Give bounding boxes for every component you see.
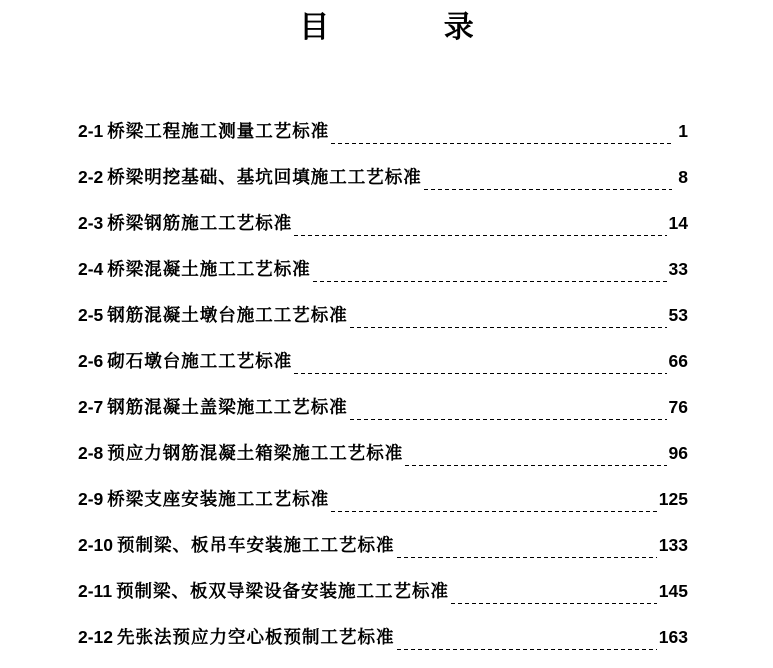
toc-entry-title: 砌石墩台施工工艺标准 <box>107 352 293 372</box>
toc-entry-page: 1 <box>678 121 688 141</box>
toc-entry-number: 2-5 <box>78 305 104 325</box>
toc-entry-2-3[interactable] <box>78 208 688 254</box>
toc-entry-page: 96 <box>668 443 688 463</box>
toc-entry-2-2[interactable] <box>78 162 688 208</box>
toc-entry-number: 2-6 <box>78 351 104 371</box>
toc-entry-number: 2-7 <box>78 397 104 417</box>
toc-dot-leader <box>350 327 667 328</box>
toc-entry-page: 145 <box>658 581 688 601</box>
toc-entry-title: 桥梁明挖基础、基坑回填施工工艺标准 <box>107 168 422 188</box>
toc-entry-page: 133 <box>658 535 688 555</box>
toc-dot-leader <box>397 557 657 558</box>
toc-entry-number: 2-12 <box>78 627 114 647</box>
toc-entry-2-6[interactable] <box>78 346 688 392</box>
toc-entry-number: 2-11 <box>78 581 113 601</box>
toc-entry-title: 预制梁、板吊车安装施工工艺标准 <box>117 536 395 556</box>
toc-entry-page: 8 <box>678 167 688 187</box>
toc-dot-leader <box>424 189 672 190</box>
toc-dot-leader <box>294 373 666 374</box>
toc-entry-title: 预制梁、板双导梁设备安装施工工艺标准 <box>116 582 450 602</box>
toc-dot-leader <box>331 143 672 144</box>
toc-entry-page: 33 <box>668 259 688 279</box>
toc-entry-2-8[interactable] <box>78 438 688 484</box>
toc-entry-title: 先张法预应力空心板预制工艺标准 <box>117 628 395 648</box>
toc-entry-2-7[interactable] <box>78 392 688 438</box>
toc-entry-title: 桥梁钢筋施工工艺标准 <box>107 214 293 234</box>
toc-entry-2-10[interactable] <box>78 530 688 576</box>
toc-entry-title: 桥梁混凝土施工工艺标准 <box>107 260 311 280</box>
toc-entry-2-12[interactable] <box>78 622 688 668</box>
toc-entry-number: 2-2 <box>78 167 104 187</box>
toc-dot-leader <box>405 465 666 466</box>
toc-entry-number: 2-10 <box>78 535 114 555</box>
toc-entry-number: 2-9 <box>78 489 104 509</box>
toc-entry-page: 66 <box>668 351 688 371</box>
toc-entry-number: 2-8 <box>78 443 104 463</box>
toc-dot-leader <box>331 511 657 512</box>
toc-entry-2-4[interactable] <box>78 254 688 300</box>
toc-dot-leader <box>313 281 667 282</box>
toc-entry-page: 163 <box>658 627 688 647</box>
toc-dot-leader <box>397 649 657 650</box>
toc-entry-title: 桥梁支座安装施工工艺标准 <box>107 490 330 510</box>
toc-entry-2-5[interactable] <box>78 300 688 346</box>
toc-entry-2-9[interactable] <box>78 484 688 530</box>
page-title: 目 录 <box>299 10 526 45</box>
toc-entry-number: 2-3 <box>78 213 104 233</box>
toc-entry-page: 76 <box>668 397 688 417</box>
toc-dot-leader <box>451 603 657 604</box>
toc-dot-leader <box>350 419 667 420</box>
toc-entry-title: 桥梁工程施工测量工艺标准 <box>107 122 330 142</box>
toc-entry-title: 钢筋混凝土墩台施工工艺标准 <box>107 306 348 326</box>
toc-entry-page: 53 <box>668 305 688 325</box>
toc-entry-2-11[interactable] <box>78 576 688 622</box>
toc-dot-leader <box>294 235 666 236</box>
toc-entry-number: 2-4 <box>78 259 104 279</box>
toc-entry-title: 预应力钢筋混凝土箱梁施工工艺标准 <box>107 444 404 464</box>
toc-entry-number: 2-1 <box>78 121 104 141</box>
toc-entry-2-1[interactable] <box>78 116 688 162</box>
toc-entry-page: 125 <box>658 489 688 509</box>
toc-entry-title: 钢筋混凝土盖梁施工工艺标准 <box>107 398 348 418</box>
toc-entry-page: 14 <box>668 213 688 233</box>
table-of-contents <box>78 116 688 668</box>
